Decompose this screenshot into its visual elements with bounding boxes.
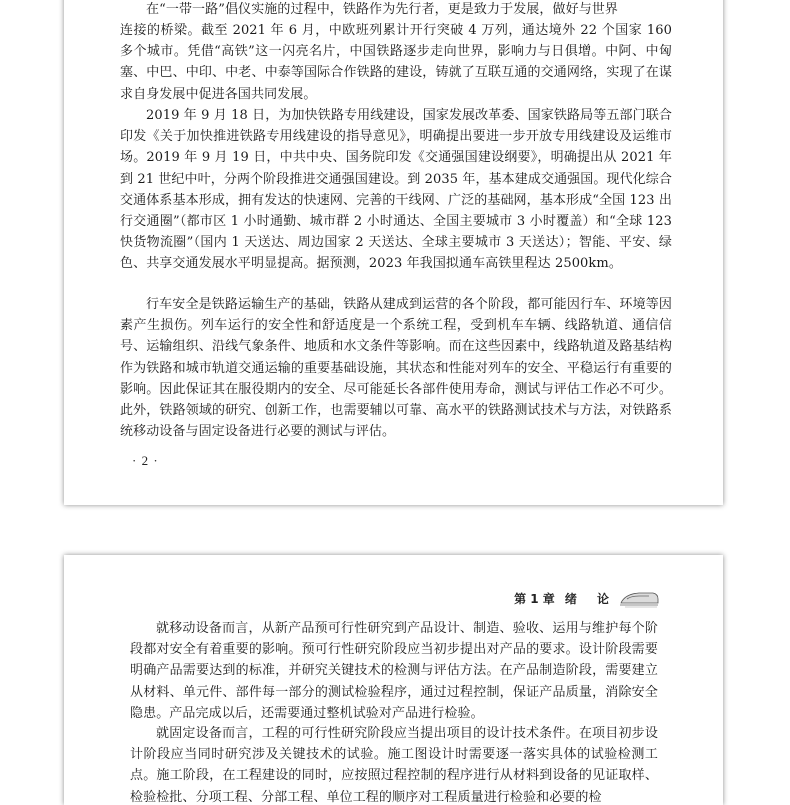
paragraph-belt-road-first-line: 在“一带一路”倡仪实施的过程中，铁路作为先行者，更是致力于发展，做好与世界 (146, 2, 618, 17)
running-header (514, 588, 659, 608)
paragraph-traffic-safety: 行车安全是铁路运输生产的基础，铁路从建成到运营的各个阶段，都可能因行车、环境等因素产生损伤。列车运行的安全性和舒适度是一个系统工程，受到机车车辆、线路轨道、通信信号、运输组织、沿线气象条件、地质和水文条件等影响。而在这些因素中，线路轨道及路基结构作为铁路和城市轨道交通运输的重要基础设施，其状态和性能对列车的安全、平稳运行有重要的影响。因此保证其在服役期内的安全、尽可能延长各部件使用寿命，测试与评估工作必不可少。此外，铁路领域的研究、创新工作，也需要辅以可靠、高水平的铁路测试技术与方法，对铁路系统移动设备与固定设备进行必要的测试与评估。 (120, 297, 672, 440)
paragraph-belt-road: 连接的桥梁。截至 2021 年 6 月，中欧班列累计开行突破 4 万列，通达境外 22 个国家 160 多个城市。凭借“高铁”这一闪亮名片，中国铁路逐步走向世界，影响力与日俱增。中阿、中匈塞、中巴、中印、中老、中泰等国际合作铁路的建设，铸就了互联互通的交通网络，实现了在谋求自身发展中促进各国共同发展。 (120, 23, 672, 102)
paragraph-mobile-equipment: 就移动设备而言，从新产品预可行性研究到产品设计、制造、验收、运用与维护每个阶段都对安全有着重要的影响。预可行性研究阶段应当初步提出对产品的要求。设计阶段需要明确产品需要达到的标准，并研究关键技术的检测与评估方法。在产品制造阶段，需要建立从材料、单元件、部件每一部分的测试检验程序，通过过程控制，保证产品质量，消除安全隐患。产品完成以后，还需要通过整机试验对产品进行检验。 (130, 621, 658, 721)
page-number: · 2 · (132, 453, 159, 468)
chapter-title: 绪 论 (564, 591, 617, 606)
paragraph-fixed-equipment: 就固定设备而言，工程的可行性研究阶段应当提出项目的设计技术条件。在项目初步设计阶段应当同时研究涉及关键技术的试验。施工图设计时需要逐一落实具体的试验检测工点。施工阶段，在工程建设的同时，应按照过程控制的程序进行从材料到设备的见证取样、检验检批、分项工程、分部工程、单位工程的顺序对工程质量进行检验和必要的检 (130, 726, 658, 805)
high-speed-train-icon (619, 588, 659, 608)
book-page-upper (64, 0, 723, 505)
book-page-lower (64, 555, 723, 805)
paragraph-transport-power: 2019 年 9 月 18 日，为加快铁路专用线建设，国家发展改革委、国家铁路局等五部门联合印发《关于加快推进铁路专用线建设的指导意见》，明确提出要进一步开放专用线建设及运维市场。2019 年 9 月 19 日，中共中央、国务院印发《交通强国建设纲要》，明确提出从 2021 年到 21 世纪中叶，分两个阶段推进交通强国建设。到 2035 年，基本建成交通强国。现代化综合交通体系基本形成，拥有发达的快速网、完善的干线网、广泛的基础网，基本形成“全国 123 出行交通圈”（都市区 1 小时通勤、城市群 2 小时通达、全国主要城市 3 小时覆盖）和“全球 123 快货物流圈”（国内 1 天送达、周边国家 2 天送达、全球主要城市 3 天送达）；智能、平安、绿色、共享交通发展水平明显提高。据预测，2023 年我国拟通车高铁里程达 2500km。 (120, 108, 672, 272)
chapter-number: 第 1 章 (514, 591, 555, 606)
